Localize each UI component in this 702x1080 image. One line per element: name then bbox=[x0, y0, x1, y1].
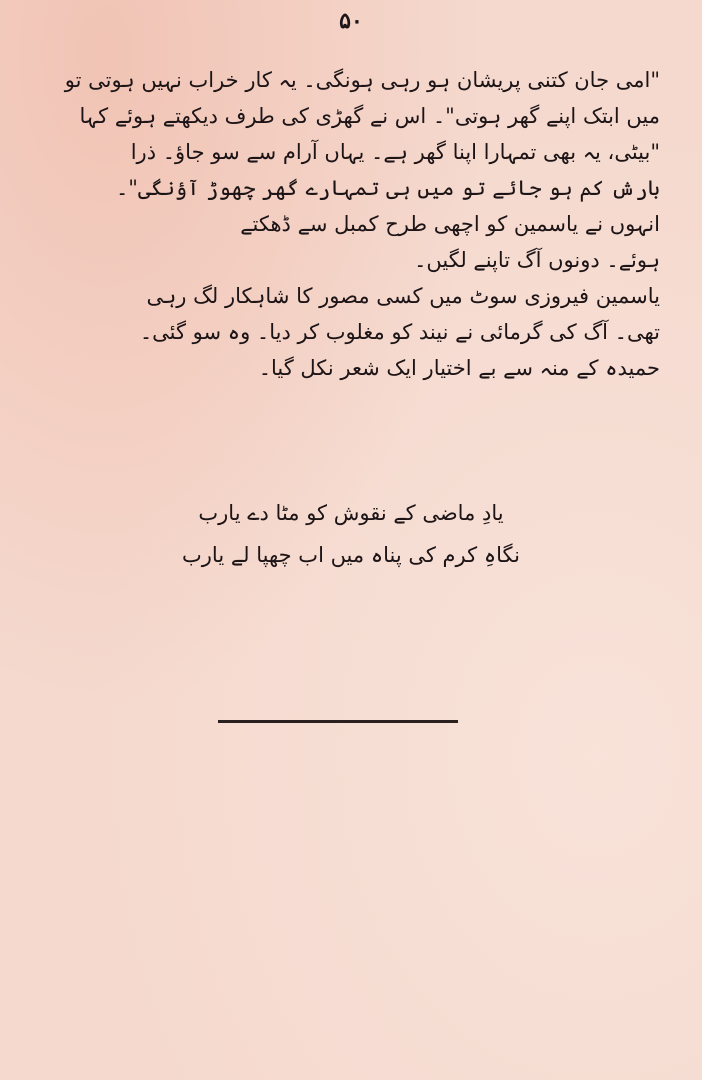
text-line: انہوں نے یاسمین کو اچھی طرح کمبل سے ڈھکتے bbox=[240, 212, 660, 236]
text-line: "بیٹی، یہ بھی تمہارا اپنا گھر ہے۔ یہاں آرام سے سو جاؤ۔ ذرا bbox=[130, 140, 660, 164]
page-number: ۵۰ bbox=[339, 8, 363, 34]
section-divider bbox=[218, 720, 458, 723]
text-line: ہوئے۔ دونوں آگ تاپنے لگیں۔ bbox=[414, 248, 660, 272]
text-line: بارش کم ہو جائے تو میں ہی تمہارے گھر چھوڑ آؤنگی"۔ bbox=[116, 176, 660, 200]
poem-couplet bbox=[0, 492, 702, 576]
text-line: حمیدہ کے منہ سے بے اختیار ایک شعر نکل گیا۔ bbox=[258, 356, 660, 380]
poem-verse: نگاہِ کرم کی پناہ میں اب چھپا لے یارب bbox=[182, 543, 520, 567]
text-line: میں ابتک اپنے گھر ہوتی"۔ اس نے گھڑی کی طرف دیکھتے ہوئے کہا bbox=[79, 104, 660, 128]
text-line: تھی۔ آگ کی گرمائی نے نیند کو مغلوب کر دیا۔ وہ سو گئی۔ bbox=[139, 320, 660, 344]
body-text bbox=[40, 62, 660, 386]
text-line: یاسمین فیروزی سوٹ میں کسی مصور کا شاہکار لگ رہی bbox=[146, 284, 660, 308]
text-line: "امی جان کتنی پریشان ہو رہی ہونگی۔ یہ کار خراب نہیں ہوتی تو bbox=[64, 68, 660, 92]
poem-verse: یادِ ماضی کے نقوش کو مٹا دے یارب bbox=[198, 501, 504, 525]
